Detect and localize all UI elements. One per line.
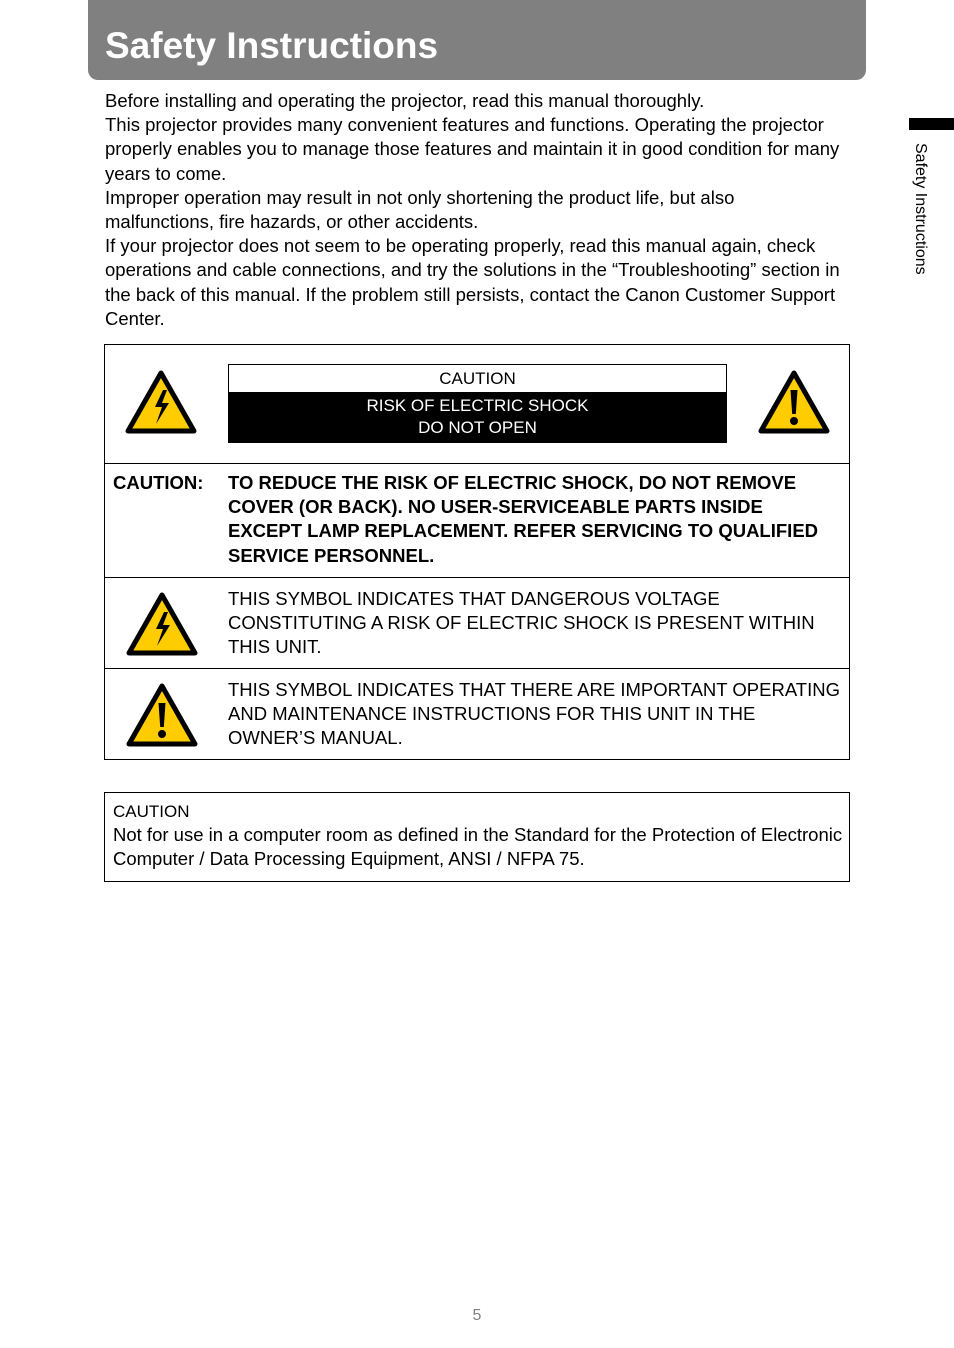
lightning-warning-icon — [126, 592, 198, 656]
intro-paragraph: If your projector does not seem to be operating properly, read this manual again, check operations and cable connections, and try the solutions in the “Troubleshooting” section in the back of this manual. If the problem still persists, contact the Canon Customer Support Center. — [105, 235, 840, 329]
page-header — [88, 0, 866, 80]
lightning-warning-icon — [125, 370, 197, 434]
warning-label-row — [105, 345, 849, 464]
section-tab-marker — [909, 118, 954, 130]
section-tab — [910, 143, 930, 303]
section-tab-label: Safety Instructions — [912, 143, 929, 275]
exclamation-warning-icon — [758, 370, 830, 434]
voltage-symbol-text: THIS SYMBOL INDICATES THAT DANGEROUS VOLTAGE CONSTITUTING A RISK OF ELECTRIC SHOCK IS PRESENT WITHIN THIS UNIT. — [228, 588, 815, 658]
intro-paragraph: This projector provides many convenient features and functions. Operating the projector properly enables you to manage those features and maintain it in good condition for many years to come. — [105, 114, 840, 184]
warning-label-line: DO NOT OPEN — [418, 418, 537, 437]
caution-key: CAUTION: — [113, 472, 204, 493]
safety-warning-table — [104, 344, 850, 760]
important-symbol-row — [105, 669, 849, 759]
caution-text: TO REDUCE THE RISK OF ELECTRIC SHOCK, DO NOT REMOVE COVER (OR BACK). NO USER-SERVICEABLE PARTS INSIDE EXCEPT LAMP REPLACEMENT. REFER SERVICING TO QUALIFIED SERVICE PERSONNEL. — [228, 472, 819, 566]
caution-title: CAUTION — [113, 802, 190, 821]
page-number: 5 — [472, 1307, 482, 1324]
important-symbol-text: THIS SYMBOL INDICATES THAT THERE ARE IMPORTANT OPERATING AND MAINTENANCE INSTRUCTIONS FOR THIS UNIT IN THE OWNER’S MANUAL. — [228, 679, 840, 749]
warning-label-line: RISK OF ELECTRIC SHOCK — [366, 396, 589, 415]
computer-room-caution-box — [104, 792, 850, 882]
warning-label-body — [229, 393, 726, 442]
warning-label-caution: CAUTION — [229, 365, 726, 393]
intro-paragraph: Improper operation may result in not only shortening the product life, but also malfunctions, fire hazards, or other accidents. — [105, 186, 735, 233]
caution-row — [105, 464, 849, 578]
intro-text — [105, 89, 845, 331]
warning-label — [228, 364, 727, 443]
caution-body: Not for use in a computer room as defined in the Standard for the Protection of Electronic Computer / Data Processing Equipment, ANSI / NFPA 75. — [113, 824, 843, 870]
exclamation-warning-icon — [126, 683, 198, 747]
page-title: Safety Instructions — [105, 25, 439, 66]
intro-paragraph: Before installing and operating the projector, read this manual thoroughly. — [105, 90, 705, 111]
voltage-symbol-row — [105, 578, 849, 669]
